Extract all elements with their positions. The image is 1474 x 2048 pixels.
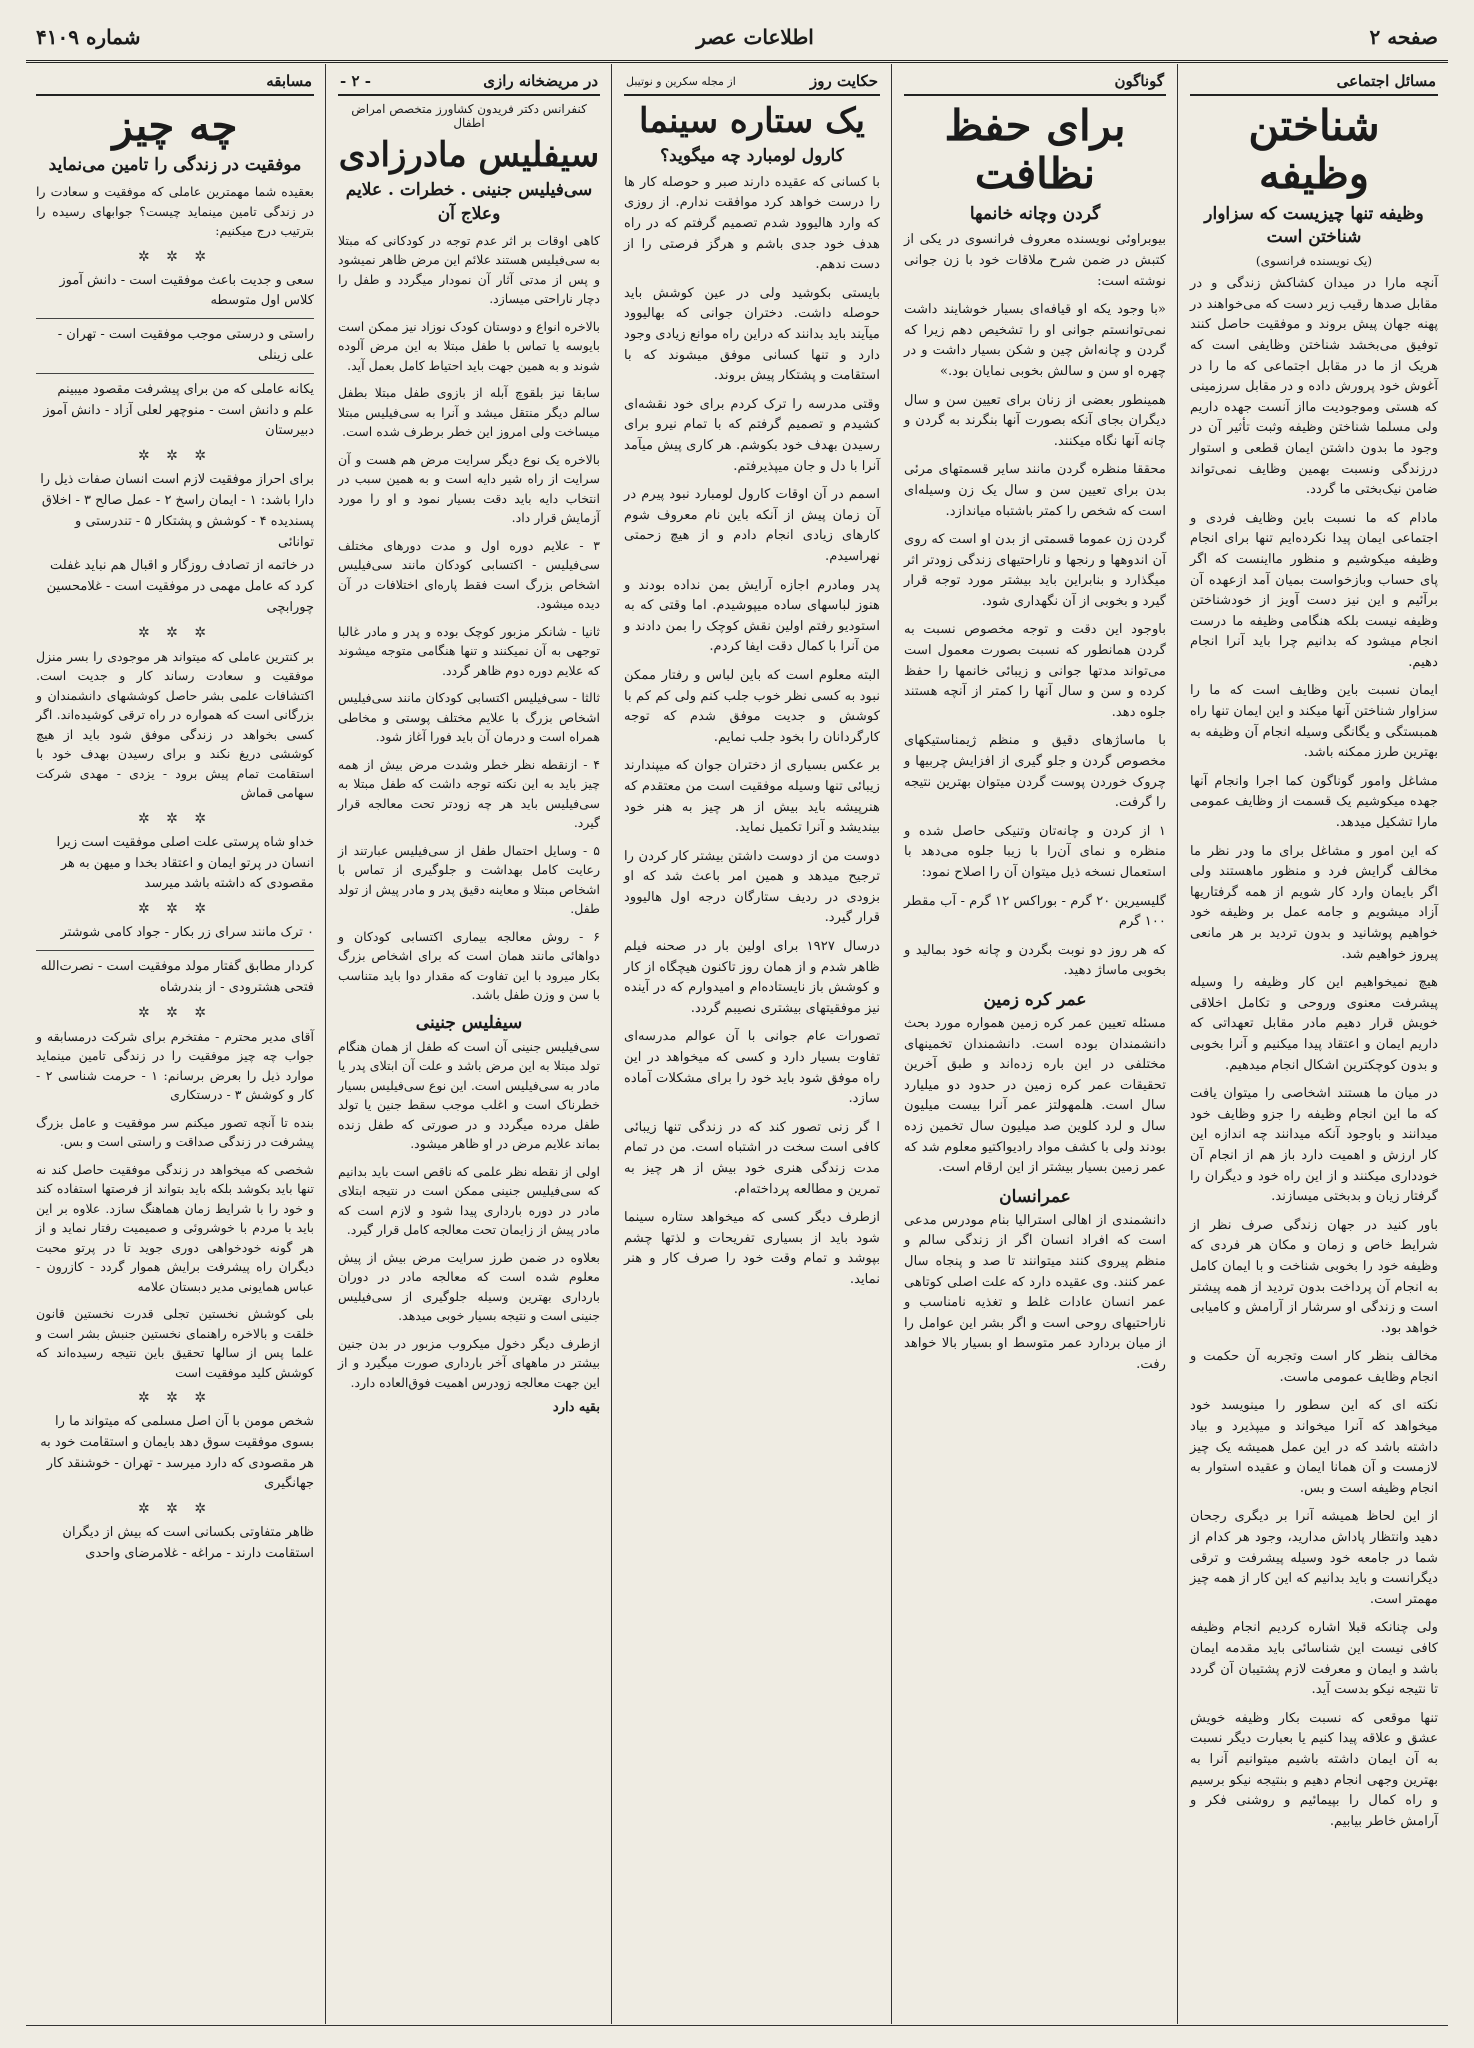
paragraph: هیچ نمیخواهیم این کار وظیفه را وسیله پیشرفت معنوی وروحی و تکامل اخلاقی خویش قرار دهیم مادر مقابل تعهداتی که داریم ایمان و اعتقاد پیدا میکنیم و آنرا بخوبی و بدون کوچکترین اشکال انجام میدهیم. <box>1190 975 1438 1073</box>
section-header <box>338 70 600 96</box>
answer: در خاتمه از تصادف روزگار و اقبال هم نباید غفلت کرد که عامل مهمی در موفقیت است - غلامحسین چورابچی <box>46 558 314 615</box>
column-razi-hospital <box>328 64 610 2024</box>
headline: شناختن وظیفه <box>1248 101 1380 199</box>
divider <box>36 318 314 319</box>
page-bottom-rule <box>26 2025 1448 2026</box>
paragraph: که هر روز دو نوبت بگردن و چانه خود بمالید و بخوبی ماساژ دهید. <box>904 942 1166 979</box>
column-separator <box>891 64 892 2024</box>
paragraph: تصورات عام جوانی با آن عوالم مدرسه‌ای تفاوت بسیار دارد و کسی که میخواهد در این راه موفق شود باید خود را برای مشکلات آماده سازد. <box>624 1029 880 1107</box>
section-header <box>36 70 314 96</box>
column-social-issues <box>1180 64 1448 2024</box>
paragraph: سابقا نیز بلقوچ آبله از بازوی طفل مبتلا بطفل سالم دیگر منتقل میشد و آنرا به سی‌فیلیس مبتلا میساخت ولی امروز این خطر برطرف شده است. <box>338 385 600 440</box>
column-daily-story <box>614 64 890 2024</box>
divider-stars: ✲ ✲ ✲ <box>137 1004 213 1021</box>
byline: (یک نویسنده فرانسوی) <box>1255 254 1373 269</box>
paragraph: با ماساژهای دقیق و منظم ژیمناستیکهای مخصوص گردن و جلو گیری از افزایش چربیها و چروک خوردن پوست گردن میتوان بهترین نتیجه را گرفت. <box>904 733 1166 811</box>
intro: بعقیده شما مهمترین عاملی که موفقیت و سعادت را در زندگی تامین مینماید چیست؟ جوابهای رسیده را بترتیب درج میکنیم: <box>36 184 314 239</box>
paragraph: بعلاوه در ضمن طرز سرایت مرض بیش از پیش معلوم شده است که معالجه مادر در دوران بارداری بهترین وسیله جلوگیری از سی‌فیلیس جنینی است و نتیجه بسیار خوبی میدهد. <box>338 1249 600 1324</box>
subheadline: سی‌فیلیس جنینی . خطرات . علایم وعلاج آن <box>345 180 593 224</box>
answer: ظاهر متفاوتی بکسانی است که بیش از دیگران استقامت دارند - مراغه - غلامرضای واحدی <box>62 1525 314 1562</box>
paragraph: بالاخره انواع و دوستان کودک نوزاد نیز ممکن است بایوسه یا تماس با طفل مبتلا به این مرض آلوده شوند و به همین جهت باید احتیاط کامل بعمل آید. <box>338 318 600 373</box>
section-source: از مجله سکرین و نوتیبل <box>626 74 736 88</box>
headline: سیفلیس مادرزادی <box>338 135 600 175</box>
subsection-title: عمرانسان <box>999 1186 1071 1207</box>
paragraph: ولی چنانکه قبلا اشاره کردیم انجام وظیفه کافی نیست این شناسائی باید مقدمه ایمان باشد و ایمان و معرفت لازم پشتیبان آن گردد تا نتیجه نیکو بدست آید. <box>1190 1620 1438 1698</box>
column-separator <box>325 64 326 2024</box>
column-contest <box>26 64 324 2024</box>
paragraph: با کسانی که عقیده دارند صبر و حوصله کار ها را درست خواهد کرد موافقت ندارم. از روزی که وارد هالیوود شدم تصمیم گرفتم که در راه هدف خود جدی باشم و هرگز فرصتی را از دست ندهم. <box>624 174 880 273</box>
answer: شخص مومن با آن اصل مسلمی که میتواند ما را بسوی موفقیت سوق دهد بایمان و استقامت خود به هر مقصودی که دارد میرسد - تهران - خوشنقد کار جهانگیری <box>40 1414 314 1492</box>
page-number: صفحه ۲ <box>1369 25 1438 49</box>
column-separator <box>611 64 612 2024</box>
subheadline: موفقیت در زندگی را تامین می‌نماید <box>48 155 302 176</box>
subheadline: کارول لومبارد چه میگوید؟ <box>660 146 844 167</box>
masthead-rule <box>26 60 1448 63</box>
paragraph: کاهی اوقات بر اثر عدم توجه در کودکانی که مبتلا به سی‌فیلیس هستند علائم این مرض ظاهر نمیشود و پس از مدتی آثار آن نمودار میگردد و طفل را دچار ناراحتی میسازد. <box>338 232 600 307</box>
paragraph: بیوبراوئی نویسنده معروف فرانسوی در یکی از کتبش در ضمن شرح ملاقات خود با زن جوانی نوشته است: <box>904 232 1166 289</box>
paragraph: پدر ومادرم اجازه آرایش بمن نداده بودند و هنوز لباسهای ساده میپوشیدم. اما وقتی که به استودیو رفتم اولین نقش کوچک را بمن دادند و من آنرا با کمال دقت ایفا کردم. <box>624 577 880 655</box>
paragraph: گردن زن عموما قسمتی از بدن او است که روی آن اندوهها و رنجها و ناراحتیهای زندگی زودتر اثر میگذارد و بنابراین باید بیشتر مورد توجه قرار گیرد و بخوبی از آن نگهداری شود. <box>904 532 1166 609</box>
divider-stars: ✲ ✲ ✲ <box>137 810 213 827</box>
paragraph: ازطرف دیگر دخول میکروب مزبور در بدن جنین بیشتر در ماههای آخر بارداری صورت میگیرد و از این جهت معالجه زودرس اهمیت فوق‌العاده دارد. <box>338 1335 600 1390</box>
paragraph: اسمم در آن اوقات کارول لومبارد نبود پیرم در آن زمان پیش از آنکه باین نام معروف شوم کارهای زیادی انجام دادم و از هیچ زحمتی نهراسیدم. <box>624 487 880 564</box>
section-header <box>904 70 1166 96</box>
paragraph: بایستی بکوشید ولی در عین کوشش باید حوصله داشت. دختران جوانی که بهالیوود میآیند باید بدانند که دراین راه موانع زیادی وجود دارد و تنها کسانی موفق میشوند که با استقامت و پشتکار پیش بروند. <box>624 285 880 384</box>
paragraph: مشاغل وامور گوناگون کما اجرا وانجام آنها جهده میکوشیم یک قسمت از وظایف عمومی مارا تشکیل میدهد. <box>1190 773 1438 831</box>
divider-stars: ✲ ✲ ✲ <box>137 901 213 918</box>
paragraph: ازطرف دیگر کسی که میخواهد ستاره سینما شود باید از بسیاری تفریحات و لذتها چشم بپوشد و تمام وقت خود را صرف کار و هنر نماید. <box>624 1210 880 1287</box>
paragraph: مخالف بنظر کار است وتجربه آن حکمت و انجام وظایف عمومی ماست. <box>1190 1349 1438 1385</box>
divider-stars: ✲ ✲ ✲ <box>137 1390 213 1407</box>
paragraph: وقتی مدرسه را ترک کردم برای خود نقشه‌ای کشیدم و تصمیم گرفتم که با تمام نیرو برای رسیدن بهدف خود بکوشم. هر کاری پیش میآمد آنرا با دل و جان میپذیرفتم. <box>624 396 880 474</box>
divider-stars: ✲ ✲ ✲ <box>137 1501 213 1518</box>
paragraph: اولی از نقطه نظر علمی که ناقص است باید بدانیم که سی‌فیلیس جنینی ممکن است در نتیجه ابتلای مادر در دوره بارداری پیدا شود و لازم است که مادر پیش از زایمان تحت معالجه کامل قرار گیرد. <box>338 1163 600 1238</box>
section-header <box>624 70 880 96</box>
column-separator <box>1177 64 1178 2024</box>
paragraph: ایمان نسبت باین وظایف است که ما را سزاوار شناختن آنها میکند و این ایمان تنها راه همبستگی و یگانگی وسیله انجام آن وظیفه به بهترین طرز ممکنه باشد. <box>1190 683 1438 761</box>
divider-stars: ✲ ✲ ✲ <box>137 448 213 465</box>
paragraph: مادام که ما نسبت باین وظایف فردی و اجتماعی ایمان پیدا نکرده‌ایم تنها برای انجام وظیفه میکوشیم و منظور مااینست که اگر پای حساب وبازخواست بمیان آمد ازعهده آن برآئیم و این نیز دست آویز از خودشناختن وظیفه نیست بلکه هنگامی وظیفه ما درست انجام میشود که بدانیم چرا باید آنرا انجام دهیم. <box>1190 510 1438 670</box>
section-title: مسائل اجتماعی <box>1336 72 1436 90</box>
paragraph: ثالثا - سی‌فیلیس اکتسابی کودکان مانند سی‌فیلیس اشخاص بزرگ با علایم مختلف پوستی و مخاطی همراه است و درمان آن باید فورا آغاز شود. <box>338 690 600 745</box>
subsection-title: عمر کره زمین <box>983 989 1087 1010</box>
paragraph: ۴ - ازنقطه نظر خطر وشدت مرض بیش از همه چیز باید به این نکته توجه داشت که طفل مبتلا به سی‌فیلیس باید هر چه زودتر تحت معالجه قرار گیرد. <box>338 756 600 831</box>
divider <box>36 373 314 374</box>
paragraph: ۱ از کردن و چانه‌تان وتنیکی حاصل شده و منظره و نمای آن‌را با زیبا جلوه می‌دهد با استعمال نسخه ذیل میتوان آن را اصلاح نمود: <box>904 823 1166 881</box>
answer: ۰ ترک مانند سرای زر بکار - جواد کامی شوشتر <box>60 925 314 941</box>
headline: چه چیز <box>112 101 238 150</box>
paragraph: آنچه مارا در میدان کشاکش زندگی و در مقابل صدها رقیب زیر دست که می‌خواهند در پهنه جهان پیش بروند و موفقیت حاصل کنند توفیق می‌بخشد شناختن وظایفی است که هریک از ما در مقابل اجتماعی که ما را در آغوش خود پرورش داده و در مقابل سرزمینی که هستی وموجودیت مااز آنست جهده داریم ولی مسلما شناختن وظیفه وثبت تأثیر آن در وجود ما بدون داشتن ایمان قطعی و استوار درزندگی ونسبت بهمین وظایف نمی‌تواند ضامن نیک‌بختی ما گردد. <box>1190 276 1438 498</box>
answer: بنده تا آنچه تصور میکنم سر موفقیت و عامل بزرگ پیشرفت در زندگی صداقت و راستی است و بس. <box>36 1114 314 1150</box>
author: کنفرانس دکتر فریدون کشاورز متخصص امراض اطفال <box>351 102 587 130</box>
section-number: - ۲ - <box>340 72 371 90</box>
headline: برای حفظ نظافت <box>944 101 1126 199</box>
continued-note: بقیه دارد <box>552 1400 600 1416</box>
divider-stars: ✲ ✲ ✲ <box>137 248 213 265</box>
section-title: مسابقه <box>266 72 312 90</box>
paragraph: ۵ - وسایل احتمال طفل از سی‌فیلیس عبارتند از رعایت کامل بهداشت و جلوگیری از تماس با اشخاص مبتلا و معاینه دقیق پدر و مادر پیش از تولد طفل. <box>338 842 600 917</box>
subheadline: وظیفه تنها چیزیست که سزاوار شناختن است <box>1204 203 1424 248</box>
paragraph: البته معلوم است که باین لباس و رفتار ممکن نبود به کسی نظر خوب جلب کنم ولی کم کم با کوشش و جدیت موفق شدم که توجه کارگردانان را بخود جلب نمایم. <box>624 667 880 745</box>
paragraph: از این لحاظ همیشه آنرا بر دیگری رجحان دهید وانتظار پاداش مدارید، وجود هر کدام از شما در جامعه خود وسیله پیشرفت و ترقی دیگرانست و باید بدانیم که این کار از همه چیز مهمتر است. <box>1190 1509 1438 1607</box>
issue-number: شماره ۴۱۰۹ <box>36 25 141 49</box>
masthead <box>26 14 1448 60</box>
answer: برای احراز موفقیت لازم است انسان صفات ذیل را دارا باشد: ۱ - ایمان راسخ ۲ - عمل صالح ۳ - اخلاق پسندیده ۴ - کوشش و پشتکار ۵ - تندرستی و توانائی <box>40 472 314 550</box>
subsection-title: سیفلیس جنینی <box>415 1012 523 1033</box>
section-title: حکایت روز <box>810 72 878 90</box>
paragraph: ۶ - روش معالجه بیماری اکتسابی کودکان و دواهائی مانند همان است که برای اشخاص بزرگ بکار میرود با این تفاوت که مقدار دوا باید متناسب با سن و وزن طفل باشد. <box>338 928 600 1003</box>
section-header <box>1190 70 1438 96</box>
paragraph: سی‌فیلیس جنینی آن است که طفل از همان هنگام تولد مبتلا به این مرض باشد و علت آن ابتلای پدر یا مادر به سی‌فیلیس است. این نوع سی‌فیلیس بسیار خطرناک است و اغلب موجب سقط جنین یا تولد طفل مرده میگردد و در صورتی که طفل زنده بماند علایم مرض در او ظاهر میشود. <box>338 1038 600 1152</box>
paragraph: نکته ای که این سطور را مینویسد خود میخواهد که آنرا میخواند و میپذیرد و بیاد داشته باشد که در این عمل همیشه یک چیز لازمست و آن همانا ایمان و عقیده استوار به انجام وظیفه است و بس. <box>1190 1398 1438 1496</box>
paragraph: بر عکس بسیاری از دختران جوان که میپندارند زیبائی تنها وسیله موفقیت است من معتقدم که هنرپیشه باید بیش از هر چیز به هنر خود بیندیشد و آنرا تکمیل نماید. <box>624 758 880 836</box>
paragraph: در میان ما هستند اشخاصی را میتوان یافت که ما این انجام وظیفه را جزو وظایف خود میدانند و باوجود آنکه میدانند چه اندازه این کار ارزش و اهمیت دارد باز هم از انجام آن خودداری میکنند و از این راه خود و دیگران را گرفتار زیان و بدبختی میسازند. <box>1190 1086 1438 1205</box>
paragraph: ا گر زنی تصور کند که در زندگی تنها زیبائی کافی است سخت در اشتباه است. من در تمام مدت زندگی هنری خود بیش از هر چیز به تمرین و مطالعه پرداخته‌ام. <box>624 1119 880 1197</box>
section-title: گوناگون <box>1114 72 1164 90</box>
paragraph: دانشمندی از اهالی استرالیا بنام مودرس مدعی است که افراد انسان اگر از زندگی سالم و منظم پیروی کنند میتوانند تا صد و پنجاه سال عمر کنند. وی عقیده دارد که علت اصلی کوتاهی عمر انسان عادات غلط و تغذیه نامناسب و ناراحتیهای روحی است و اگر بشر این عوامل را از میان بردارد عمر متوسط او بسیار بالا خواهد رفت. <box>904 1212 1166 1372</box>
divider <box>36 950 314 951</box>
paragraph: باوجود این دقت و توجه مخصوص نسبت به گردن همانطور که نسبت بصورت معمول است می‌تواند مدتها جوانی و زیبائی خانمها را حفظ کرده و سن و سال آنها را کمتر از آنچه هستند جلوه دهد. <box>904 622 1166 720</box>
paragraph: ثانیا - شانکر مزبور کوچک بوده و پدر و مادر غالبا توجهی به آن نمیکنند و تنها هنگامی متوجه میشوند که علایم دوره دوم ظاهر گردد. <box>338 623 600 678</box>
paragraph: دوست من از دوست داشتن بیشتر کار کردن را ترجیح میدهد و همین امر باعث شد که او بزودی در ردیف ستارگان درجه اول هالیوود قرار گیرد. <box>624 848 880 926</box>
answer: بر کنترین عاملی که میتواند هر موجودی را بسر منزل موفقیت و سعادت رساند کار و جدیت است. اکتشافات علمی بشر حاصل کوششهای دانشمندان و بزرگانی است که همواره در راه ترقی کوشیده‌اند. اگر کسی بخواهد در زندگی موفق شود باید از هیچ کوششی دریغ نکند و برای رسیدن بهدف خود با استقامت تمام پیش برود - یزدی - مهدی شرکت سهامی قماش <box>36 648 314 801</box>
section-title: در مریضخانه رازی <box>483 72 598 90</box>
answer: سعی و جدیت باعث موفقیت است - دانش آموز کلاس اول متوسطه <box>59 272 314 309</box>
paragraph: «با وجود یکه او قیافه‌ای بسیار خوشایند داشت نمی‌توانستم جوانی او را تشخیص دهم زیرا که گردن و چانه‌اش چین و شکن بسیار داشت و در چهره او سن و سالش بخوبی نمایان بود.» <box>904 302 1166 379</box>
prescription: گلیسیرین ۲۰ گرم - بوراکس ۱۲ گرم - آب مقطر ۱۰۰ گرم <box>904 893 1166 930</box>
paragraph: بالاخره یک نوع دیگر سرایت مرض هم هست و آن سرایت از راه شیر دایه است و به همین سبب در انتخاب دایه باید دقت بسیار نمود و او را مورد آزمایش قرار داد. <box>338 451 600 526</box>
paragraph: مسئله تعیین عمر کره زمین همواره مورد بحث دانشمندان بوده است. دانشمندان تخمینهای مختلفی در این باره زده‌اند و طبق آخرین تحقیقات عمر کره زمین در حدود دو میلیارد سال است. هلمهولتز عمر آنرا بیست میلیون سال و لرد کلوین صد میلیون سال تخمین زده بودند ولی با کشف مواد رادیواکتیو معلوم شد که عمر زمین بسیار بیشتر از این ارقام است. <box>904 1015 1166 1176</box>
paper-name: اطلاعات عصر <box>696 25 814 49</box>
paragraph: ۳ - علایم دوره اول و مدت دورهای مختلف سی‌فیلیس - اکتسابی کودکان مانند سی‌فیلیس اشخاص بزرگ است فقط پاره‌ای اختلافات در آن دیده میشود. <box>338 537 600 612</box>
paragraph: درسال ۱۹۲۷ برای اولین بار در صحنه فیلم ظاهر شدم و از همان روز تاکنون هیچگاه از کار و کوشش باز نایستاده‌ام و امیدوارم که در آینده نیز موفقیتهای بیشتری نصیبم گردد. <box>624 939 880 1016</box>
paragraph: تنها موقعی که نسبت بکار وظیفه خویش عشق و علاقه پیدا کنیم یا بعبارت دیگر نسبت به آن ایمان داشته باشیم میتوانیم آنرا به بهترین وجهی انجام دهیم و بنتیجه نیکو برسیم و راه کمال را بپیمائیم و روشنی فکر و آرامش خاطر بیابیم. <box>1190 1710 1438 1829</box>
paragraph: باور کنید در جهان زندگی صرف نظر از شرایط خاص و زمان و مکان هر فردی که وظیفه خود را بخوبی شناخت و با ایمان کامل به انجام آن پرداخت بدون تردید از همه پیشتر است و زندگی او سرشار از آرامش و کامیابی خواهد بود. <box>1190 1217 1438 1336</box>
answer: بلی کوشش نخستین تجلی قدرت نخستین قانون خلقت و بالاخره راهنمای نخستین جنبش بشر است و علما پس از سالها تحقیق باین نتیجه رسیده‌اند که کوشش کلید موفقیت است <box>36 1306 314 1380</box>
paragraph: که این امور و مشاغل برای ما ودر نظر ما مخالف گرایش فرد و منظور ماهستند ولی اگر بایمان وارد کار شویم از همه گرفتاریها آزاد میشویم و جامه عمل بر وظیفه خود خواهیم پوشانید و بدون تردید بر هر مانعی پیروز خواهیم شد. <box>1190 843 1438 962</box>
answer: شخصی که میخواهد در زندگی موفقیت حاصل کند نه تنها باید بکوشد بلکه باید بتواند از فرصتها استفاده کند و خود را با شرایط زمان هماهنگ سازد. علاوه بر این باید با مردم با خوشروئی و صمیمیت رفتار نماید و از هر گونه خودخواهی دوری جوید تا در پرتو محبت دیگران راه پیشرفت برایش هموار گردد - کازرون - عباس همایونی مدیر دبستان علامه <box>36 1161 314 1294</box>
column-miscellany <box>894 64 1176 2024</box>
answer: راستی و درستی موجب موفقیت است - تهران - علی زینلی <box>57 327 314 363</box>
divider-stars: ✲ ✲ ✲ <box>137 624 213 641</box>
answer: یکانه عاملی که من برای پیشرفت مقصود میبینم علم و دانش است - منوچهر لعلی آزاد - دانش آموز دبیرستان <box>43 381 314 439</box>
subheadline: گردن وچانه خانمها <box>969 203 1101 224</box>
headline: یک ستاره سینما <box>639 101 865 141</box>
paragraph: محققا منظره گردن مانند سایر قسمتهای مرئی بدن برای تعیین سن و سال یک زن وسیله‌ای است که شخص را کمتر باشتباه میاندازد. <box>904 462 1166 519</box>
answer: کردار مطابق گفتار مولد موفقیت است - نصرت‌الله فتحی هشترودی - از بندرشاه <box>40 958 314 995</box>
paragraph: همینطور بعضی از زنان برای تعیین سن و سال دیگران بجای آنکه بصورت آنها بنگرند به گردن و چانه آنها نگاه میکنند. <box>904 392 1166 449</box>
answer: خداو شاه پرستی علت اصلی موفقیت است زیرا انسان در پرتو ایمان و اعتقاد بخدا و میهن به هر مقصودی که داشته باشد میرسد <box>56 834 314 892</box>
answer: آقای مدیر محترم - مفتخرم برای شرکت درمسابقه و جواب چه چیز موفقیت را در زندگی تامین مینماید موارد ذیل را بعرض برسانم: ۱ - حرمت شناسی ۲ - کار و کوشش ۳ - درستکاری <box>36 1028 314 1103</box>
